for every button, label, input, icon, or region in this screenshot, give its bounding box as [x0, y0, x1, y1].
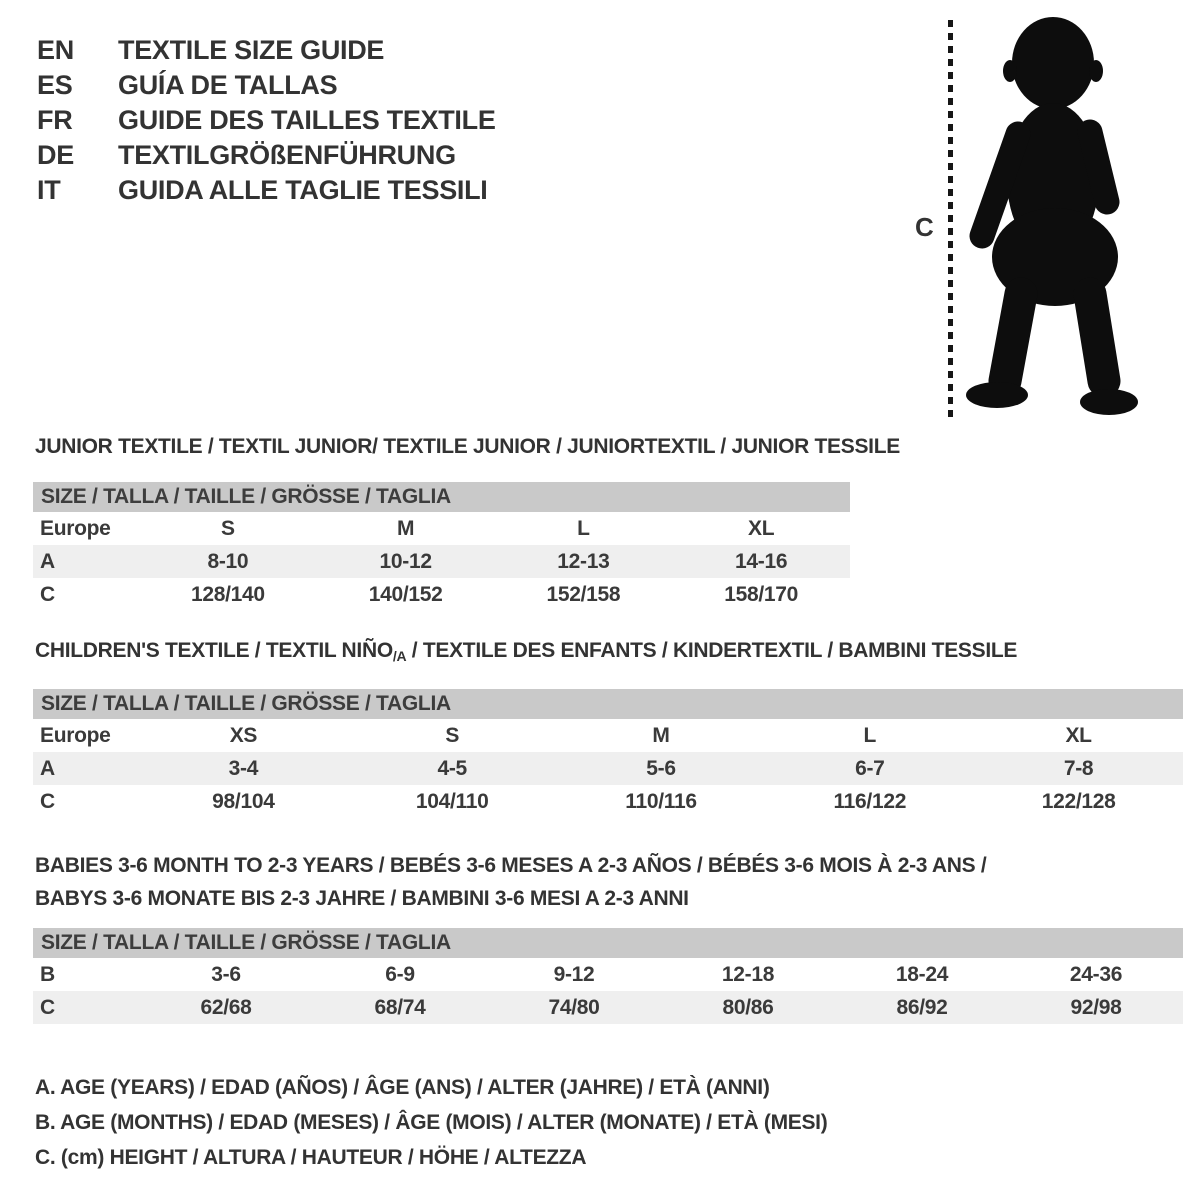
table-cell: 110/116: [625, 790, 697, 813]
table-row: [33, 512, 850, 545]
size-table-junior: [33, 482, 850, 611]
size-table-body: [33, 719, 1183, 818]
language-title: GUÍA DE TALLAS: [118, 70, 338, 100]
table-size-header: SIZE / TALLA / TAILLE / GRÖSSE / TAGLIA: [33, 482, 850, 512]
table-cell: S: [221, 517, 235, 540]
table-cell: 6-9: [385, 963, 415, 986]
table-cell: 68/74: [374, 996, 426, 1019]
legend-line: A. AGE (YEARS) / EDAD (AÑOS) / ÂGE (ANS) / ALTER (JAHRE) / ETÀ (ANNI): [35, 1076, 770, 1099]
table-cell: 122/128: [1041, 790, 1116, 813]
table-cell: XS: [229, 724, 258, 747]
table-cell: 12-18: [721, 963, 775, 986]
language-row: [37, 173, 496, 208]
language-row: [37, 68, 496, 103]
table-cell: M: [652, 724, 670, 747]
size-table-children: [33, 689, 1183, 818]
table-size-header: SIZE / TALLA / TAILLE / GRÖSSE / TAGLIA: [33, 689, 1183, 719]
legend-line: C. (cm) HEIGHT / ALTURA / HAUTEUR / HÖHE / ALTEZZA: [35, 1146, 587, 1169]
section-title-line: BABYS 3-6 MONATE BIS 2-3 JAHRE / BAMBINI 3-6 MESI A 2-3 ANNI: [35, 887, 689, 910]
table-cell: XL: [748, 517, 775, 540]
size-table-body: [33, 512, 850, 611]
table-cell: M: [397, 517, 415, 540]
table-cell: 158/170: [724, 583, 799, 606]
table-cell: 7-8: [1063, 757, 1094, 780]
section-title: [35, 639, 1017, 668]
table-row: [33, 752, 1183, 785]
table-cell: 86/92: [896, 996, 948, 1019]
table-cell: 6-7: [855, 757, 885, 780]
table-row: [33, 991, 1183, 1024]
table-row: [33, 958, 1183, 991]
table-row: [33, 785, 1183, 818]
table-cell: 3-6: [211, 963, 241, 986]
row-label: C: [40, 996, 55, 1019]
table-cell: L: [863, 724, 877, 747]
row-label: C: [40, 583, 55, 606]
table-cell: 8-10: [207, 550, 249, 573]
table-row: [33, 719, 1183, 752]
size-table-babies: [33, 928, 1183, 1024]
table-size-header: SIZE / TALLA / TAILLE / GRÖSSE / TAGLIA: [33, 928, 1183, 958]
section-title-text: / TEXTILE DES ENFANTS / KINDERTEXTIL / BAMBINI TESSILE: [406, 639, 1018, 662]
language-code: FR: [37, 105, 73, 135]
language-code: ES: [37, 70, 73, 100]
language-title: TEXTILE SIZE GUIDE: [118, 35, 385, 65]
table-cell: 80/86: [722, 996, 774, 1019]
row-label: B: [40, 963, 55, 986]
height-measure-dashed-line: [948, 20, 953, 417]
table-cell: 98/104: [212, 790, 275, 813]
language-code: IT: [37, 175, 61, 205]
table-cell: 3-4: [228, 757, 259, 780]
language-title: GUIDA ALLE TAGLIE TESSILI: [118, 175, 488, 205]
table-cell: 104/110: [415, 790, 489, 813]
table-cell: 116/122: [833, 790, 907, 813]
section-title-subscript: /A: [392, 648, 407, 664]
row-label: C: [40, 790, 55, 813]
legend-line: B. AGE (MONTHS) / EDAD (MESES) / ÂGE (MOIS) / ALTER (MONATE) / ETÀ (MESI): [35, 1111, 828, 1134]
table-cell: 12-13: [557, 550, 610, 573]
table-cell: 152/158: [546, 583, 621, 606]
table-cell: 74/80: [548, 996, 600, 1019]
table-cell: S: [445, 724, 460, 747]
table-cell: 14-16: [735, 550, 788, 573]
table-cell: 9-12: [553, 963, 595, 986]
row-label: A: [40, 550, 55, 573]
table-cell: 18-24: [895, 963, 949, 986]
table-cell: L: [577, 517, 590, 540]
section-title: JUNIOR TEXTILE / TEXTIL JUNIOR/ TEXTILE JUNIOR / JUNIORTEXTIL / JUNIOR TESSILE: [35, 435, 900, 458]
row-label: Europe: [40, 724, 111, 747]
row-label: Europe: [40, 517, 111, 540]
table-cell: 10-12: [379, 550, 432, 573]
language-title: TEXTILGRÖßENFÜHRUNG: [118, 140, 456, 170]
language-row: [37, 103, 496, 138]
table-cell: 62/68: [200, 996, 252, 1019]
table-cell: XL: [1065, 724, 1092, 747]
table-cell: 4-5: [437, 757, 467, 780]
table-row: [33, 545, 850, 578]
language-title: GUIDE DES TAILLES TEXTILE: [118, 105, 496, 135]
language-code: DE: [37, 140, 74, 170]
table-cell: 5-6: [646, 757, 676, 780]
language-row: [37, 33, 496, 68]
size-table-body: [33, 958, 1183, 1024]
language-code: EN: [37, 35, 74, 65]
language-list: [37, 33, 496, 208]
section-title: [35, 849, 986, 915]
table-row: [33, 578, 850, 611]
row-label: A: [40, 757, 55, 780]
section-title-line: BABIES 3-6 MONTH TO 2-3 YEARS / BEBÉS 3-6 MESES A 2-3 AÑOS / BÉBÉS 3-6 MOIS À 2-3 ANS /: [35, 854, 987, 877]
height-measure-label: C: [915, 212, 934, 242]
table-cell: 128/140: [190, 583, 265, 606]
toddler-silhouette-icon: [966, 14, 1141, 419]
section-title-text: CHILDREN'S TEXTILE / TEXTIL NIÑO: [35, 639, 393, 662]
table-cell: 92/98: [1070, 996, 1122, 1019]
table-cell: 140/152: [368, 583, 443, 606]
legend: [35, 1070, 827, 1175]
language-row: [37, 138, 496, 173]
table-cell: 24-36: [1069, 963, 1123, 986]
